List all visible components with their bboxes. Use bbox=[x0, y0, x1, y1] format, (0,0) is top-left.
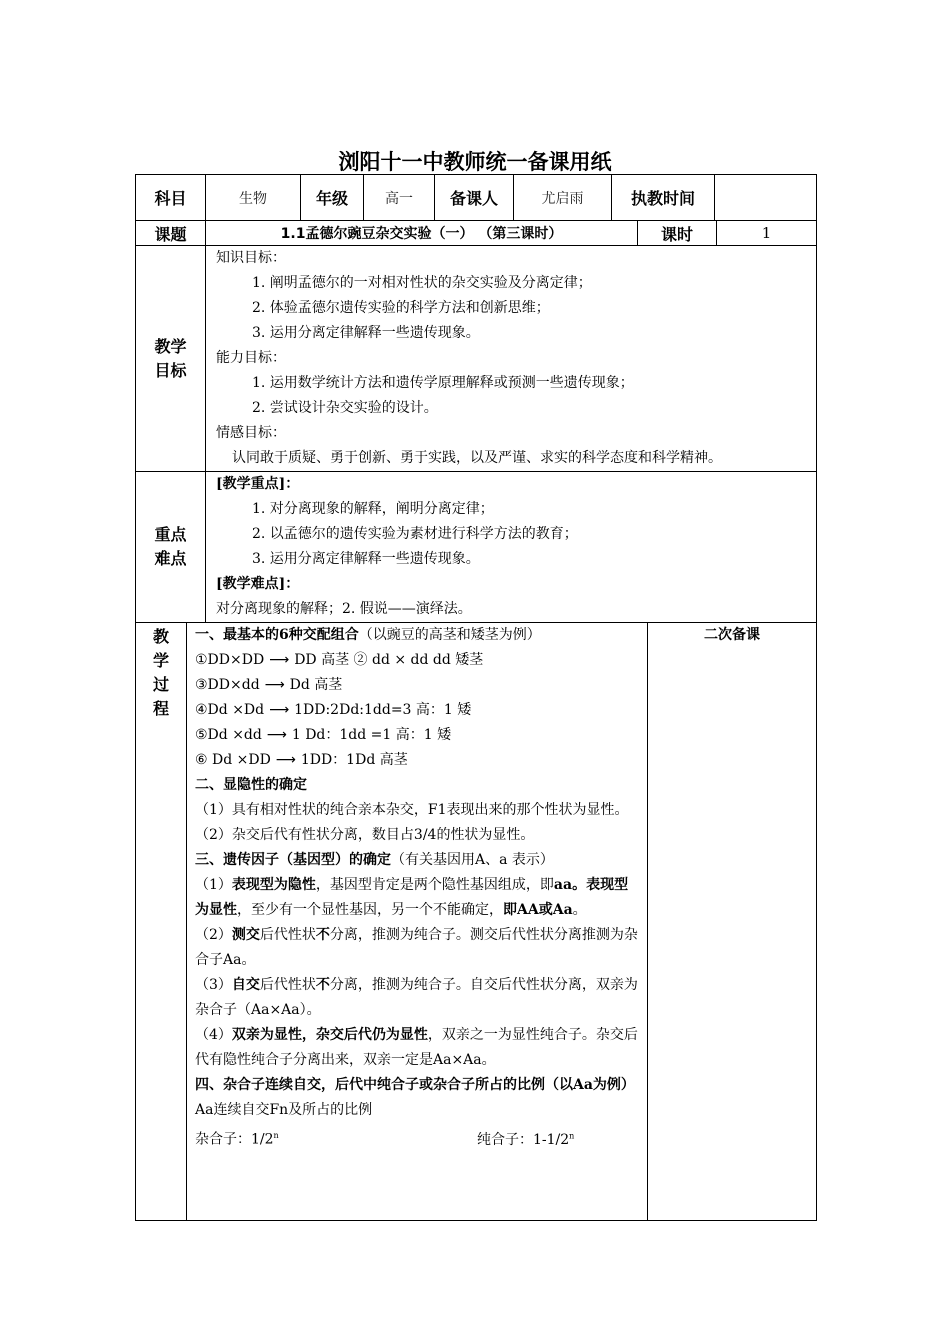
focus-item: 1. 对分离现象的解释，阐明分离定律； bbox=[252, 501, 494, 517]
topic-value: 1.1孟德尔豌豆杂交实验（一） （第三课时） bbox=[206, 221, 638, 246]
combo-row bbox=[195, 748, 641, 773]
section-2-paragraph: （2）杂交后代有性状分离，数目占3/4的性状为显性。 bbox=[195, 827, 535, 843]
objectives-label-line1: 教学 bbox=[154, 336, 187, 356]
section-3-paragraph: （3）自交后代性状不分离，推测为纯合子。自交后代性状分离，双亲为杂合子（Aa×Aa）。 bbox=[195, 977, 638, 1018]
grade-label: 年级 bbox=[301, 175, 364, 221]
process-label-char: 教 bbox=[152, 627, 169, 646]
grade-value: 高一 bbox=[364, 175, 435, 221]
combo-row bbox=[195, 698, 641, 723]
combo-row bbox=[195, 673, 641, 698]
teach-time-value bbox=[715, 175, 817, 221]
emotion-title: 情感目标： bbox=[216, 425, 286, 441]
arrow-icon: ⟶ bbox=[269, 702, 290, 718]
hours-value: 1 bbox=[717, 221, 817, 246]
heterozygote-ratio: 杂合子：1/2$^n$ bbox=[195, 1131, 279, 1148]
topic-label: 课题 bbox=[136, 221, 206, 246]
combo-rhs: DD 高茎 ② dd × dd dd 矮茎 bbox=[294, 652, 484, 668]
second-prep-column bbox=[648, 623, 817, 1221]
emotion-text: 认同敢于质疑、勇于创新、勇于实践，以及严谨、求实的科学态度和科学精神。 bbox=[232, 450, 722, 466]
combo-rhs: 1 Dd：1dd =1 高：1 矮 bbox=[291, 727, 452, 743]
section-4-paragraph: Aa连续自交Fn及所占的比例 bbox=[195, 1102, 373, 1118]
keypoints-label-line2: 难点 bbox=[154, 549, 187, 568]
arrow-icon: ⟶ bbox=[269, 652, 290, 668]
keypoints-label-line1: 重点 bbox=[154, 525, 187, 544]
focus-item: 2. 以孟德尔的遗传实验为素材进行科学方法的教育； bbox=[252, 526, 578, 542]
page-title: 浏阳十一中教师统一备课用纸 bbox=[338, 150, 612, 174]
section-3-paragraph: （4）双亲为显性，杂交后代仍为显性，双亲之一为显性纯合子。杂交后代有隐性纯合子分离出来，双亲一定是Aa×Aa。 bbox=[195, 1027, 638, 1068]
subject-label: 科目 bbox=[136, 175, 206, 221]
ability-item: 2. 尝试设计杂交实验的设计。 bbox=[252, 400, 438, 416]
section-3-paragraph: （1）表现型为隐性，基因型肯定是两个隐性基因组成，即aa。表现型为显性，至少有一个显性基因，另一个不能确定，即AA或Aa。 bbox=[195, 877, 629, 918]
arrow-icon: ⟶ bbox=[264, 677, 285, 693]
combo-row bbox=[195, 723, 641, 748]
subject-value: 生物 bbox=[206, 175, 301, 221]
combo-lhs: ⑤Dd ×dd bbox=[195, 727, 262, 743]
keypoints-row-table bbox=[135, 471, 817, 623]
focus-title: [教学重点]： bbox=[216, 476, 300, 492]
process-label-char: 过 bbox=[152, 675, 169, 694]
preparer-value: 尤启雨 bbox=[514, 175, 612, 221]
combo-rhs: Dd 高茎 bbox=[289, 677, 343, 693]
combo-lhs: ③DD×dd bbox=[195, 677, 260, 693]
objectives-label-line2: 目标 bbox=[154, 360, 187, 380]
section-1-note: （以豌豆的高茎和矮茎为例） bbox=[358, 627, 541, 643]
objectives-content bbox=[206, 246, 817, 472]
ratio-row bbox=[195, 1123, 641, 1153]
difficulty-title: [教学难点]： bbox=[216, 576, 300, 592]
process-label-char: 学 bbox=[152, 651, 169, 670]
difficulty-text: 对分离现象的解释；2. 假说——演绎法。 bbox=[216, 601, 472, 617]
keypoints-label bbox=[136, 472, 206, 623]
section-3-title: 三、遗传因子（基因型）的确定 bbox=[195, 852, 391, 868]
knowledge-item: 1. 阐明孟德尔的一对相对性状的杂交实验及分离定律； bbox=[252, 275, 592, 291]
combo-lhs: ⑥ Dd ×DD bbox=[195, 752, 271, 768]
knowledge-item: 3. 运用分离定律解释一些遗传现象。 bbox=[252, 325, 480, 341]
process-content bbox=[187, 623, 648, 1221]
section-4-title: 四、杂合子连续自交，后代中纯合子或杂合子所占的比例（以Aa为例） bbox=[195, 1077, 635, 1093]
knowledge-item: 2. 体验孟德尔遗传实验的科学方法和创新思维； bbox=[252, 300, 550, 316]
objectives-row-table bbox=[135, 245, 817, 472]
ability-item: 1. 运用数学统计方法和遗传学原理解释或预测一些遗传现象； bbox=[252, 375, 634, 391]
focus-item: 3. 运用分离定律解释一些遗传现象。 bbox=[252, 551, 480, 567]
combo-rhs: 1DD：1Dd 高茎 bbox=[300, 752, 408, 768]
topic-row-table bbox=[135, 220, 817, 246]
process-label bbox=[136, 623, 187, 1221]
preparer-label: 备课人 bbox=[435, 175, 514, 221]
arrow-icon: ⟶ bbox=[275, 752, 296, 768]
second-prep-label: 二次备课 bbox=[704, 627, 760, 643]
keypoints-content bbox=[206, 472, 817, 623]
teach-time-label: 执教时间 bbox=[612, 175, 715, 221]
knowledge-title: 知识目标： bbox=[216, 250, 286, 266]
header-row-table bbox=[135, 174, 817, 221]
combo-rhs: 1DD:2Dd:1dd=3 高：1 矮 bbox=[294, 702, 472, 718]
process-label-char: 程 bbox=[152, 699, 169, 718]
arrow-icon: ⟶ bbox=[266, 727, 287, 743]
section-3-heading bbox=[195, 848, 641, 873]
lesson-plan-table bbox=[135, 174, 816, 1221]
homozygote-ratio: 纯合子：1-1/2$^n$ bbox=[477, 1131, 575, 1148]
section-3-note: （有关基因用A、a 表示） bbox=[391, 852, 554, 868]
combo-lhs: ④Dd ×Dd bbox=[195, 702, 265, 718]
section-3-paragraph: （2）测交后代性状不分离，推测为纯合子。测交后代性状分离推测为杂合子Aa。 bbox=[195, 927, 638, 968]
ability-title: 能力目标： bbox=[216, 350, 286, 366]
hours-label: 课时 bbox=[638, 221, 717, 246]
section-1-heading bbox=[195, 623, 641, 648]
section-1-title: 一、最基本的6种交配组合 bbox=[195, 627, 359, 643]
section-2-paragraph: （1）具有相对性状的纯合亲本杂交，F1表现出来的那个性状为显性。 bbox=[195, 802, 629, 818]
objectives-label bbox=[136, 246, 206, 472]
process-row-table bbox=[135, 622, 817, 1221]
section-2-title: 二、显隐性的确定 bbox=[195, 777, 307, 793]
combo-row bbox=[195, 648, 641, 673]
combo-lhs: ①DD×DD bbox=[195, 652, 265, 668]
